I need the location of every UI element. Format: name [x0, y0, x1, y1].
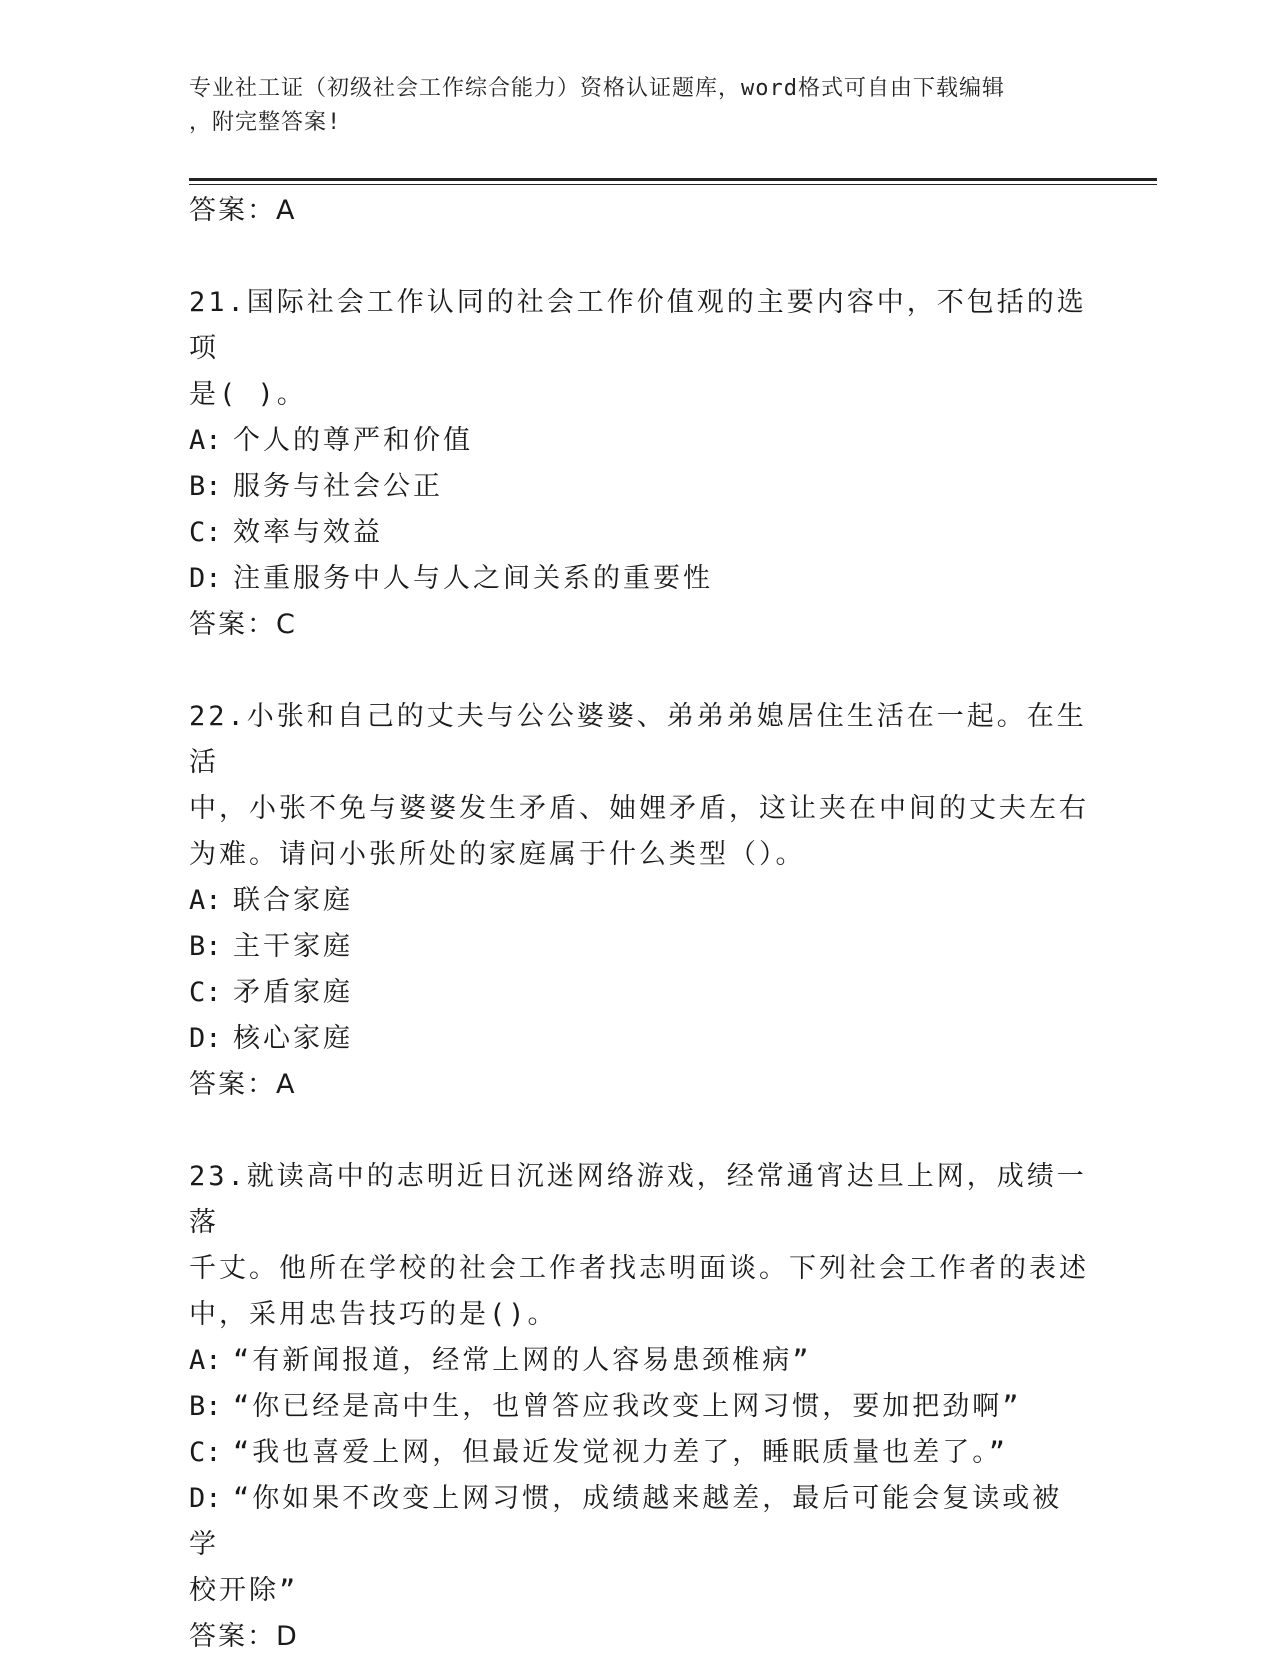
option-letter: C: — [189, 977, 222, 1008]
option-a — [189, 878, 1089, 924]
option-text: “你已经是高中生，也曾答应我改变上网习惯，要加把劲啊” — [233, 1391, 1022, 1422]
option-letter: D: — [189, 1023, 222, 1054]
question-stem-line: 是( )。 — [189, 379, 307, 410]
option-letter: B: — [189, 931, 222, 962]
option-letter: A: — [189, 1345, 222, 1376]
option-letter: C: — [189, 517, 222, 548]
option-text: “你如果不改变上网习惯，成绩越来越差，最后可能会复读或被学 — [189, 1483, 1063, 1560]
question-stem-line: 21.国际社会工作认同的社会工作价值观的主要内容中，不包括的选项 — [189, 287, 1087, 364]
option-letter: C: — [189, 1437, 222, 1468]
question-stem-line: 中，采用忠告技巧的是()。 — [189, 1299, 558, 1330]
option-text: 注重服务中人与人之间关系的重要性 — [233, 563, 713, 594]
option-text: 联合家庭 — [233, 885, 353, 916]
option-letter: B: — [189, 471, 222, 502]
option-letter: D: — [189, 563, 222, 594]
question-block-23 — [189, 1154, 1089, 1660]
option-b — [189, 1384, 1089, 1430]
answer-line: 答案：A — [189, 195, 297, 226]
question-stem-line: 为难。请问小张所处的家庭属于什么类型（）。 — [189, 839, 806, 870]
option-text: 个人的尊严和价值 — [233, 425, 473, 456]
answer-line: 答案：A — [189, 1069, 297, 1100]
option-b — [189, 464, 1089, 510]
option-letter: B: — [189, 1391, 222, 1422]
option-c — [189, 970, 1089, 1016]
question-stem-line: 千丈。他所在学校的社会工作者找志明面谈。下列社会工作者的表述 — [189, 1253, 1089, 1284]
option-letter: D: — [189, 1483, 222, 1514]
option-b — [189, 924, 1089, 970]
option-a — [189, 418, 1089, 464]
answer-line: 答案：C — [189, 609, 297, 640]
header-line-2: ，附完整答案! — [189, 110, 342, 135]
option-text: 服务与社会公正 — [233, 471, 443, 502]
option-c — [189, 510, 1089, 556]
option-text: 矛盾家庭 — [233, 977, 353, 1008]
question-stem-line: 23.就读高中的志明近日沉迷网络游戏，经常通宵达旦上网，成绩一落 — [189, 1161, 1087, 1238]
header-line-1: 专业社工证（初级社会工作综合能力）资格认证题库，word格式可自由下载编辑 — [189, 76, 1005, 101]
option-d — [189, 1476, 1089, 1568]
option-text: 主干家庭 — [233, 931, 353, 962]
option-d-continuation: 校开除” — [189, 1575, 299, 1606]
question-stem-line: 中，小张不免与婆婆发生矛盾、妯娌矛盾，这让夹在中间的丈夫左右 — [189, 793, 1089, 824]
question-list — [189, 188, 1089, 1660]
question-block-22 — [189, 694, 1089, 1108]
option-text: “有新闻报道，经常上网的人容易患颈椎病” — [233, 1345, 812, 1376]
option-text: 核心家庭 — [233, 1023, 353, 1054]
option-d — [189, 556, 1089, 602]
option-letter: A: — [189, 885, 222, 916]
answer-line: 答案：D — [189, 1621, 299, 1652]
header-rule-thick — [189, 178, 1157, 181]
option-letter: A: — [189, 425, 222, 456]
document-header — [189, 72, 1079, 140]
header-rule-thin — [189, 184, 1157, 185]
option-d — [189, 1016, 1089, 1062]
option-text: 效率与效益 — [233, 517, 383, 548]
option-c — [189, 1430, 1089, 1476]
option-text: “我也喜爱上网，但最近发觉视力差了，睡眠质量也差了。” — [233, 1437, 1009, 1468]
question-stem-line: 22.小张和自己的丈夫与公公婆婆、弟弟弟媳居住生活在一起。在生活 — [189, 701, 1087, 778]
question-block-21 — [189, 280, 1089, 648]
option-a — [189, 1338, 1089, 1384]
